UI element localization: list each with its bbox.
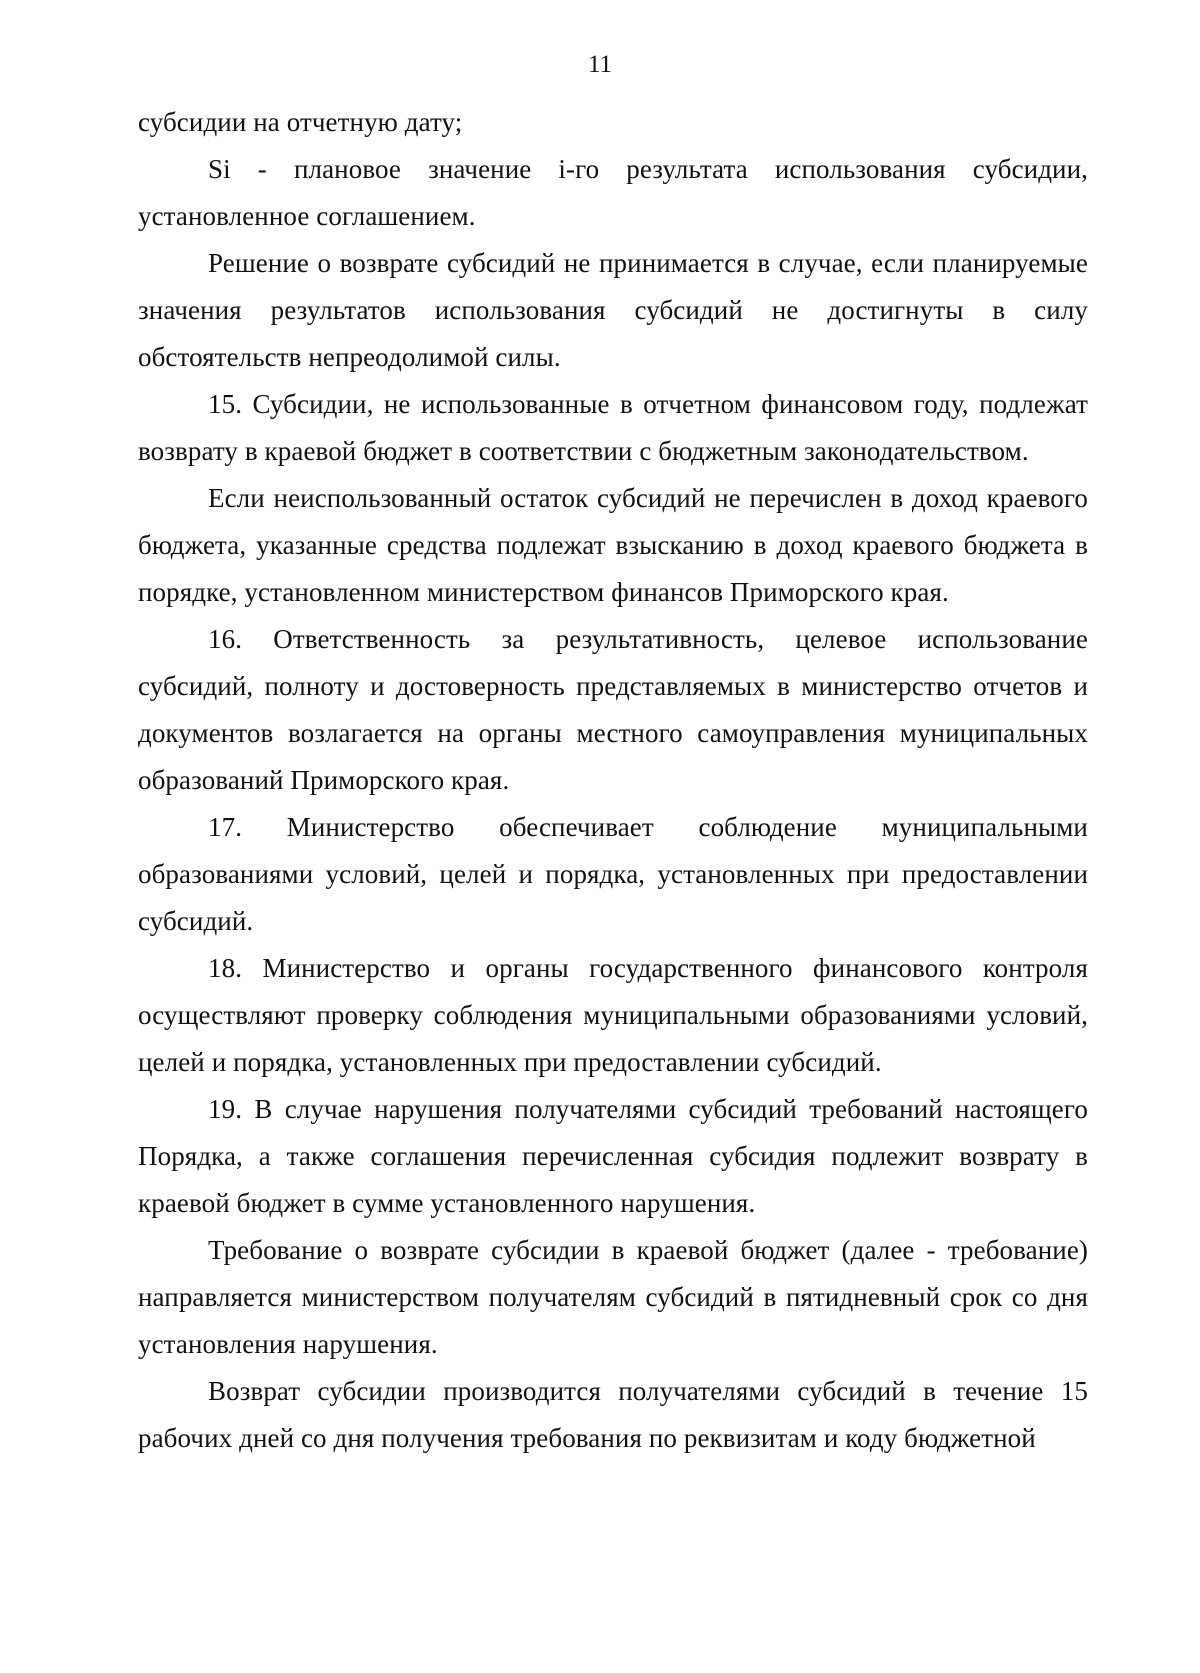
paragraph-item-17: 17. Министерство обеспечивает соблюдение муниципальными образованиями условий, целей и порядка, установленных при предоставлении субсидий. [138, 812, 1088, 936]
page-number: 11 [587, 51, 613, 78]
paragraph-continuation: субсидии на отчетную дату; [138, 107, 463, 137]
paragraph-item-16: 16. Ответственность за результативность, целевое использование субсидий, полноту и достоверность представляемых в министерство отчетов и документов возлагается на органы местного самоуправления муниципальных образований Приморского края. [138, 624, 1088, 795]
paragraph-item-19: 19. В случае нарушения получателями субсидий требований настоящего Порядка, а также соглашения перечисленная субсидия подлежит возврату в краевой бюджет в сумме установленного нарушения. [138, 1094, 1088, 1218]
paragraph-return-procedure: Возврат субсидии производится получателями субсидий в течение 15 рабочих дней со дня получения требования по реквизитам и коду бюджетной [138, 1376, 1088, 1453]
paragraph-item-18: 18. Министерство и органы государственного финансового контроля осуществляют проверку соблюдения муниципальными образованиями условий, целей и порядка, установленных при предоставлении субсидий. [138, 953, 1088, 1077]
paragraph-si-definition: Si - плановое значение i-го результата использования субсидии, установленное соглашением. [138, 154, 1088, 231]
paragraph-decision-not-taken: Решение о возврате субсидий не принимается в случае, если планируемые значения результатов использования субсидий не достигнуты в силу обстоятельств непреодолимой силы. [138, 248, 1088, 372]
paragraph-return-requirement: Требование о возврате субсидии в краевой бюджет (далее - требование) направляется министерством получателям субсидий в пятидневный срок со дня установления нарушения. [138, 1235, 1088, 1359]
paragraph-item-15: 15. Субсидии, не использованные в отчетном финансовом году, подлежат возврату в краевой бюджет в соответствии с бюджетным законодательством. [138, 389, 1088, 466]
document-body [138, 99, 1088, 1462]
paragraph-unused-balance: Если неиспользованный остаток субсидий не перечислен в доход краевого бюджета, указанные средства подлежат взысканию в доход краевого бюджета в порядке, установленном министерством финансов Приморского края. [138, 483, 1088, 607]
